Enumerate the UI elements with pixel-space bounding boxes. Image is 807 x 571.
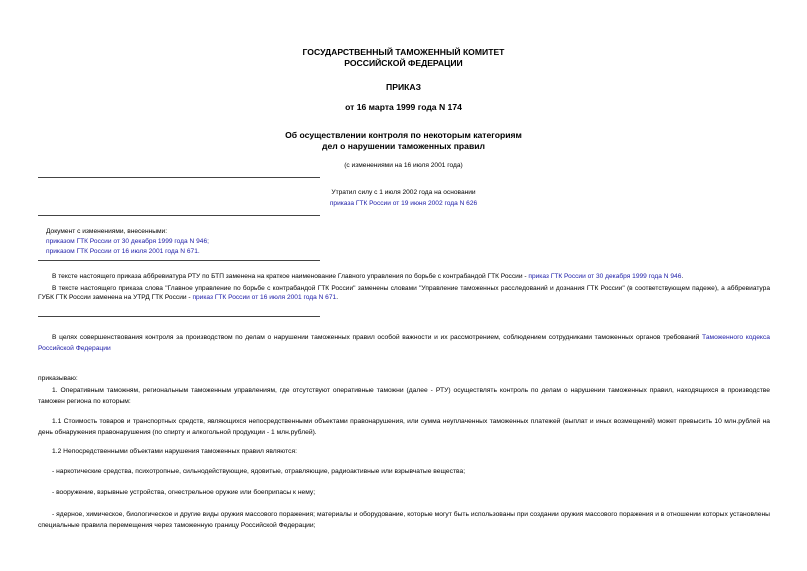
note-2 [38,284,770,302]
note-2-period: . [336,294,339,301]
note-2-text: В тексте настоящего приказа слова "Главное управление по борьбе с контрабандой ГТК России" заменены словами "Управление таможенных расследований и дознания ГТК России" (в соответствующем падеже), а аббревиатура ГУБК ГТК России заменена на УТРД ГТК России - [38,285,770,301]
divider [38,316,320,317]
change-link-946[interactable]: приказом ГТК России от 30 декабря 1999 года N 946; [46,238,209,245]
divider [38,177,320,178]
preamble [38,332,770,354]
list-item-wmd: - ядерное, химическое, биологическое и другие виды оружия массового поражения; материалы и оборудование, которые могут быть использованы при создании оружия массового поражения и в отношении которых установлены специальные правила перемещения через таможенную границу Российской Федерации; [38,511,770,530]
preamble-text: В целях совершенствования контроля за производством по делам о нарушении таможенных правил особой важности и их рассмотрением, соблюдением сотрудниками таможенных органов требований [52,334,700,341]
doc-type: ПРИКАЗ [386,82,421,92]
paragraph-1-2: 1.2 Непосредственными объектами нарушения таможенных правил являются: [52,448,297,455]
basis-link[interactable]: приказа ГТК России от 19 июня 2002 года N 626 [329,200,478,207]
org-name-line1: ГОСУДАРСТВЕННЫЙ ТАМОЖЕННЫЙ КОМИТЕТ [302,47,505,57]
note-1-link[interactable]: приказ ГТК России от 30 декабря 1999 года N 946 [528,273,682,280]
paragraph-1-1: 1.1 Стоимость товаров и транспортных средств, являющихся непосредственными объектами правонарушения, или сумма неуплаченных таможенных платежей (выплат и иных возмещений) может превысить 10 млн.рублей на день обнаружения правонарушения (по спирту и алкогольной продукции - 1 млн.рублей). [38,418,770,437]
divider [38,260,320,261]
change-link-671[interactable]: приказом ГТК России от 16 июля 2001 года N 671. [46,248,200,255]
divider [38,215,320,216]
list-item-weapons: - вооружение, взрывные устройства, огнестрельное оружие или боеприпасы к нему; [52,489,316,496]
org-name-line2: РОССИЙСКОЙ ФЕДЕРАЦИИ [344,58,463,68]
doc-title-line2: дел о нарушении таможенных правил [322,141,485,151]
lost-force-note: Утратил силу с 1 июля 2002 года на основании [331,189,476,196]
amendments-note: (с изменениями на 16 июля 2001 года) [344,162,463,169]
note-2-link[interactable]: приказ ГТК России от 16 июля 2001 года N 671 [192,294,337,301]
list-item-drugs: - наркотические средства, психотропные, сильнодействующие, ядовитые, отравляющие, радиоактивные или взрывчатые вещества; [52,468,466,475]
note-1-period: . [681,273,684,280]
note-1-text: В тексте настоящего приказа аббревиатура РТУ по БТП заменена на краткое наименование Главного управления по борьбе с контрабандой ГТК России - [52,273,527,280]
paragraph-1: 1. Оперативным таможням, региональным таможенным управлениям, где отсутствуют оперативные таможни (далее - РТУ) осуществлять контроль по делам о нарушении таможенных правил, находящихся в производстве таможен региона по которым: [38,387,770,406]
doc-title-line1: Об осуществлении контроля по некоторым категориям [285,130,522,140]
customs-code-link[interactable]: Таможенного кодекса Российской Федерации [38,334,770,353]
changes-label: Документ с изменениями, внесенными: [46,228,168,235]
order-word: приказываю: [38,375,78,382]
note-1 [38,272,770,281]
doc-date: от 16 марта 1999 года N 174 [345,102,462,112]
